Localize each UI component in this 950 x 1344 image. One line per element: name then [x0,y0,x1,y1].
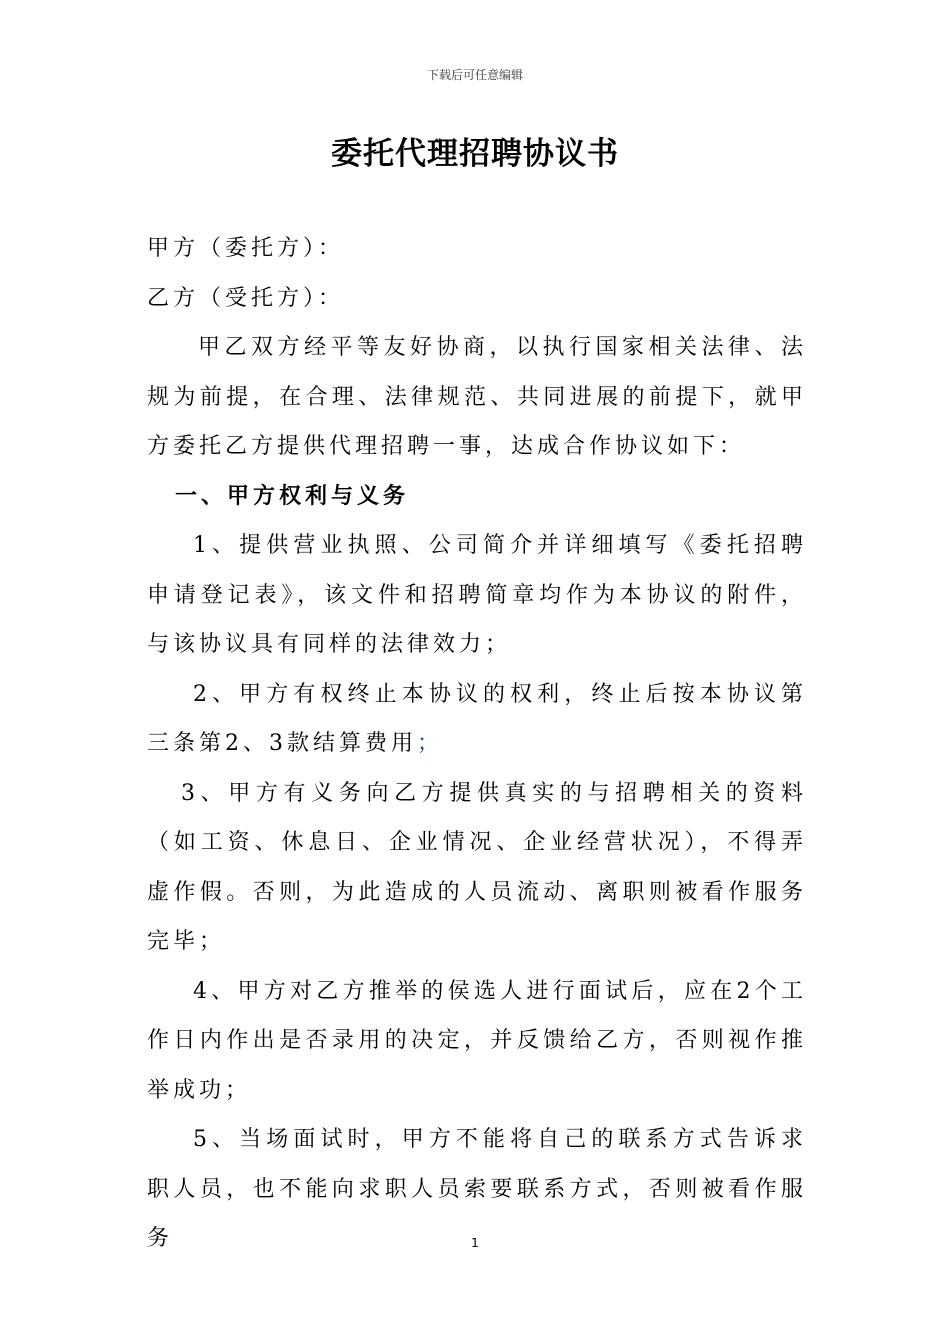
clause-1-3: 3、甲方有义务向乙方提供真实的与招聘相关的资料（如工资、休息日、企业情况、企业经营状况），不得弄虚作假。否则，为此造成的人员流动、离职则被看作服务完毕； [147,780,807,954]
clause-1-2 [147,670,807,769]
clause-1-2-end-mark: ； [417,731,444,756]
document-title: 委托代理招聘协议书 [331,136,619,172]
document-body [147,224,807,1264]
intro-paragraph: 甲乙双方经平等友好协商，以执行国家相关法律、法规为前提，在合理、法律规范、共同进展的前提下，就甲方委托乙方提供代理招聘一事，达成合作协议如下： [147,335,807,459]
clause-1-5: 5、当场面试时，甲方不能将自己的联系方式告诉求职人员，也不能向求职人员索要联系方式，否则被看作服务 [147,1127,807,1251]
header-note: 下载后可任意编辑 [426,68,523,82]
party-a-line: 甲方（委托方）： [147,236,345,261]
party-b-line: 乙方（受托方）： [147,285,345,311]
clause-1-2-text: 2、甲方有权终止本协议的权利，终止后按本协议第三条第2、3款结算费用 [147,681,807,756]
clause-1-1: 1、提供营业执照、公司简介并详细填写《委托招聘申请登记表》，该文件和招聘简章均作为本协议的附件，与该协议具有同样的法律效力； [147,533,807,657]
clause-1-4: 4、甲方对乙方推举的侯选人进行面试后，应在2个工作日内作出是否录用的决定，并反馈给乙方，否则视作推举成功； [147,978,807,1103]
page-number: 1 [471,1236,479,1250]
section-heading-1: 一、甲方权利与义务 [175,483,410,509]
